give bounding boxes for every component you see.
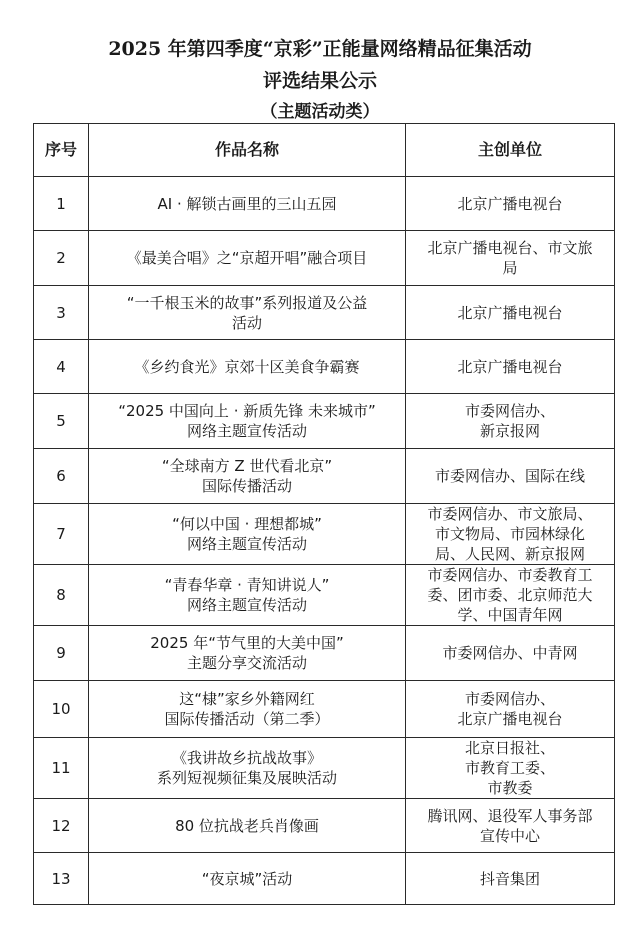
- row-number: 3: [34, 286, 89, 340]
- work-name-line: “全球南方 Z 世代看北京”: [161, 457, 333, 475]
- row-number: 9: [34, 626, 89, 681]
- work-name-cell: [89, 286, 406, 340]
- work-name-cell: [89, 681, 406, 738]
- row-number: 7: [34, 504, 89, 565]
- work-name-line: “何以中国 · 理想都城”: [172, 515, 322, 533]
- table-row: [34, 340, 615, 394]
- work-name-line: “2025 中国向上 · 新质先锋 未来城市”: [118, 402, 376, 420]
- document-title: 2025 年第四季度“京彩”正能量网络精品征集活动: [108, 38, 532, 60]
- organizer-line: 市委网信办、中青网: [442, 644, 578, 662]
- organizer-cell: [406, 853, 615, 905]
- organizer-line: 局: [502, 259, 518, 277]
- work-name-cell: [89, 565, 406, 626]
- organizer-cell: [406, 738, 615, 799]
- table-row: [34, 504, 615, 565]
- organizer-line: 市文物局、市园林绿化: [434, 525, 585, 543]
- work-name-line: 这“棣”家乡外籍网红: [179, 690, 315, 708]
- work-name-line: 国际传播活动（第二季）: [164, 710, 330, 728]
- organizer-cell: [406, 394, 615, 449]
- organizer-line: 新京报网: [479, 422, 540, 440]
- work-name-line: 国际传播活动: [201, 477, 292, 495]
- table-row: [34, 394, 615, 449]
- organizer-line: 北京广播电视台: [457, 357, 563, 376]
- organizer-line: 市委网信办、: [464, 402, 555, 420]
- organizer-line: 市委网信办、市委教育工: [427, 566, 593, 584]
- row-number: 12: [34, 799, 89, 853]
- organizer-line: 北京广播电视台: [457, 710, 563, 728]
- work-name-line: 2025 年“节气里的大美中国”: [150, 634, 344, 652]
- work-name-cell: [89, 853, 406, 905]
- work-name-line: “一千根玉米的故事”系列报道及公益: [126, 293, 368, 312]
- row-number: 1: [34, 177, 89, 231]
- organizer-cell: [406, 340, 615, 394]
- document-title-line2: 评选结果公示: [262, 70, 377, 92]
- work-name-cell: [89, 504, 406, 565]
- organizer-line: 委、团市委、北京师范大: [427, 586, 593, 604]
- table-row: [34, 853, 615, 905]
- row-number: 13: [34, 853, 89, 905]
- work-name-line: 活动: [231, 313, 262, 332]
- work-name-line: 系列短视频征集及展映活动: [156, 769, 337, 787]
- table-body: [34, 177, 615, 905]
- table-row: [34, 681, 615, 738]
- organizer-line: 局、人民网、新京报网: [434, 545, 585, 563]
- work-name-line: 网络主题宣传活动: [186, 596, 307, 614]
- work-name-line: 《最美合唱》之“京超开唱”融合项目: [126, 249, 368, 267]
- work-name-line: 网络主题宣传活动: [186, 535, 307, 553]
- organizer-line: 腾讯网、退役军人事务部: [427, 806, 593, 825]
- column-header-number: 序号: [34, 124, 89, 177]
- work-name-line: 80 位抗战老兵肖像画: [175, 816, 319, 835]
- organizer-line: 市委网信办、国际在线: [434, 467, 585, 485]
- work-name-cell: [89, 394, 406, 449]
- work-name-line: 《乡约食光》京郊十区美食争霸赛: [134, 357, 360, 376]
- organizer-cell: [406, 626, 615, 681]
- organizer-line: 抖音集团: [479, 869, 540, 888]
- work-name-line: “夜京城”活动: [201, 869, 293, 888]
- table-row: [34, 565, 615, 626]
- row-number: 6: [34, 449, 89, 504]
- organizer-line: 北京日报社、: [464, 739, 555, 757]
- organizer-cell: [406, 681, 615, 738]
- work-name-cell: [89, 738, 406, 799]
- organizer-cell: [406, 177, 615, 231]
- row-number: 2: [34, 231, 89, 286]
- row-number: 11: [34, 738, 89, 799]
- table-row: [34, 799, 615, 853]
- results-table: [33, 123, 615, 905]
- table-row: [34, 738, 615, 799]
- organizer-cell: [406, 504, 615, 565]
- work-name-line: 主题分享交流活动: [186, 654, 307, 672]
- table-row: [34, 177, 615, 231]
- table-row: [34, 231, 615, 286]
- organizer-line: 北京广播电视台、市文旅: [427, 239, 593, 257]
- work-name-cell: [89, 340, 406, 394]
- work-name-line: “青春华章 · 青知讲说人”: [164, 576, 330, 594]
- row-number: 8: [34, 565, 89, 626]
- organizer-cell: [406, 565, 615, 626]
- work-name-cell: [89, 626, 406, 681]
- organizer-line: 市教育工委、: [464, 759, 555, 777]
- work-name-cell: [89, 177, 406, 231]
- table-row: [34, 286, 615, 340]
- organizer-cell: [406, 799, 615, 853]
- work-name-line: 网络主题宣传活动: [186, 422, 307, 440]
- column-header-work-name: 作品名称: [89, 124, 406, 177]
- work-name-cell: [89, 449, 406, 504]
- organizer-cell: [406, 231, 615, 286]
- document-subtitle: （主题活动类）: [260, 102, 380, 122]
- column-header-organizer: 主创单位: [406, 124, 615, 177]
- organizer-cell: [406, 449, 615, 504]
- table-row: [34, 449, 615, 504]
- organizer-line: 北京广播电视台: [457, 194, 563, 213]
- row-number: 5: [34, 394, 89, 449]
- work-name-line: AI · 解锁古画里的三山五园: [157, 194, 337, 213]
- work-name-cell: [89, 231, 406, 286]
- table-row: [34, 626, 615, 681]
- row-number: 4: [34, 340, 89, 394]
- organizer-cell: [406, 286, 615, 340]
- table-header-row: [34, 124, 615, 177]
- organizer-line: 市教委: [487, 779, 533, 797]
- organizer-line: 市委网信办、市文旅局、: [427, 505, 593, 523]
- row-number: 10: [34, 681, 89, 738]
- organizer-line: 北京广播电视台: [457, 303, 563, 322]
- work-name-cell: [89, 799, 406, 853]
- organizer-line: 市委网信办、: [464, 690, 555, 708]
- work-name-line: 《我讲故乡抗战故事》: [171, 749, 322, 767]
- organizer-line: 学、中国青年网: [457, 606, 563, 624]
- organizer-line: 宣传中心: [479, 826, 540, 845]
